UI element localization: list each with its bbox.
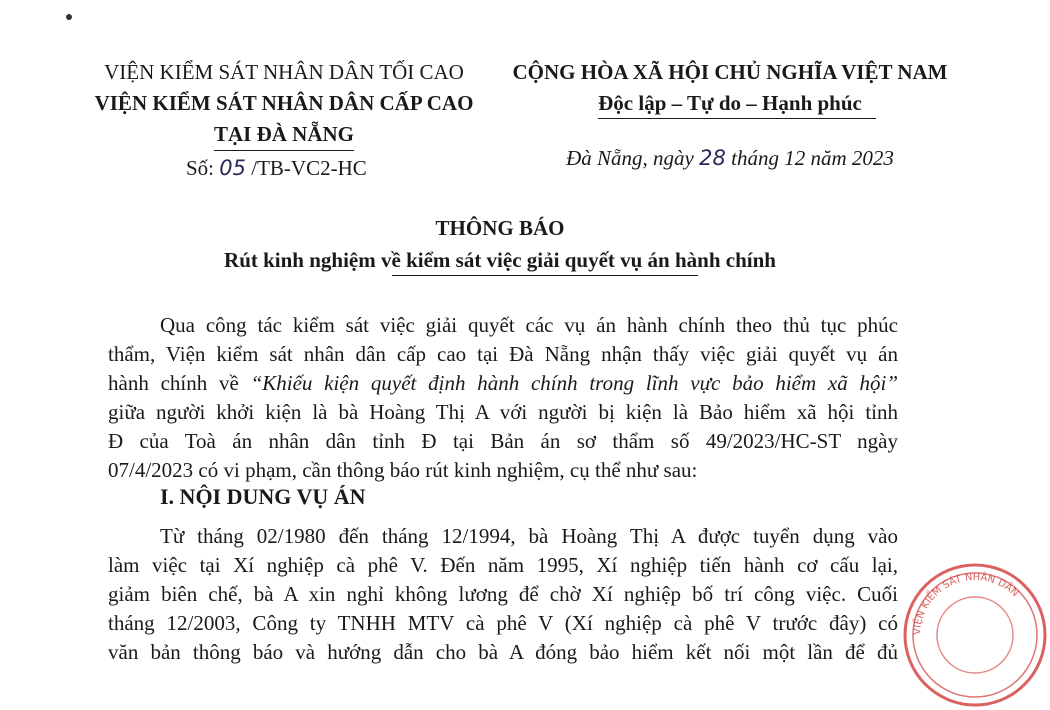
date-line bbox=[530, 146, 930, 171]
intro-line: thẩm, Viện kiểm sát nhân dân cấp cao tại Đà Nẵng nhận thấy việc giải quyết vụ án bbox=[108, 342, 898, 366]
org-name-location: TẠI ĐÀ NẴNG bbox=[213, 122, 354, 146]
section-heading: I. NỘI DUNG VỤ ÁN bbox=[160, 484, 366, 509]
intro-line-with-quote bbox=[108, 369, 898, 398]
seal-text: VIỆN KIỂM SÁT NHÂN DÂN bbox=[911, 571, 1021, 636]
scan-dot bbox=[66, 14, 72, 20]
case-line: làm việc tại Xí nghiệp cà phê V. Đến năm 1995, Xí nghiệp tiến hành cơ cấu lại, bbox=[108, 553, 898, 577]
date-prefix: Đà Nẵng, ngày bbox=[566, 146, 700, 170]
notice-title: THÔNG BÁO bbox=[435, 216, 565, 240]
national-title: CỘNG HÒA XÃ HỘI CHỦ NGHĨA VIỆT NAM bbox=[512, 60, 948, 84]
motto-underline bbox=[598, 118, 876, 119]
notice-subtitle: Rút kinh nghiệm về kiểm sát việc giải quyết vụ án hành chính bbox=[224, 248, 776, 272]
case-line: văn bản thông báo và hướng dẫn cho bà A đóng bảo hiểm kết nối một lần để đủ bbox=[108, 640, 898, 664]
intro-line: 07/4/2023 có vi phạm, cần thông báo rút kinh nghiệm, cụ thể như sau: bbox=[108, 458, 698, 482]
case-paragraph bbox=[108, 522, 898, 667]
case-line: giảm biên chế, bà A xin nghỉ không lương để chờ Xí nghiệp bố trí công việc. Cuối bbox=[108, 582, 898, 606]
intro-paragraph bbox=[108, 311, 898, 485]
document-number-suffix: /TB-VC2-HC bbox=[246, 156, 367, 180]
subtitle-underline bbox=[392, 275, 698, 276]
official-seal-icon bbox=[900, 560, 1050, 710]
org-name-high: VIỆN KIỂM SÁT NHÂN DÂN CẤP CAO bbox=[94, 91, 474, 115]
quoted-case-name: “Khiếu kiện quyết định hành chính trong lĩnh vực bảo hiểm xã hội” bbox=[250, 371, 899, 395]
org-name-supreme: VIỆN KIỂM SÁT NHÂN DÂN TỐI CAO bbox=[104, 60, 464, 84]
document-number-handwritten: 05 bbox=[219, 156, 246, 180]
intro-line: giữa người khởi kiện là bà Hoàng Thị A với người bị kiện là Bảo hiểm xã hội tỉnh bbox=[108, 400, 898, 424]
national-motto: Độc lập – Tự do – Hạnh phúc bbox=[598, 91, 862, 115]
case-line: tháng 12/2003, Công ty TNHH MTV cà phê V (Xí nghiệp cà phê V trước đây) có bbox=[108, 611, 898, 635]
document-number-prefix: Số: bbox=[186, 156, 220, 180]
intro-line: Qua công tác kiểm sát việc giải quyết các vụ án hành chính theo thủ tục phúc bbox=[160, 313, 898, 337]
org-underline bbox=[214, 150, 354, 151]
document-number bbox=[186, 156, 367, 181]
intro-line: Đ của Toà án nhân dân tỉnh Đ tại Bản án sơ thẩm số 49/2023/HC-ST ngày bbox=[108, 429, 898, 453]
svg-text:VIỆN KIỂM SÁT NHÂN DÂN bbox=[911, 570, 1020, 635]
case-line: Từ tháng 02/1980 đến tháng 12/1994, bà Hoàng Thị A được tuyển dụng vào bbox=[160, 524, 898, 548]
date-suffix: tháng 12 năm 2023 bbox=[725, 146, 894, 170]
date-day-handwritten: 28 bbox=[699, 146, 726, 170]
intro-line-lead: hành chính về bbox=[108, 371, 251, 395]
